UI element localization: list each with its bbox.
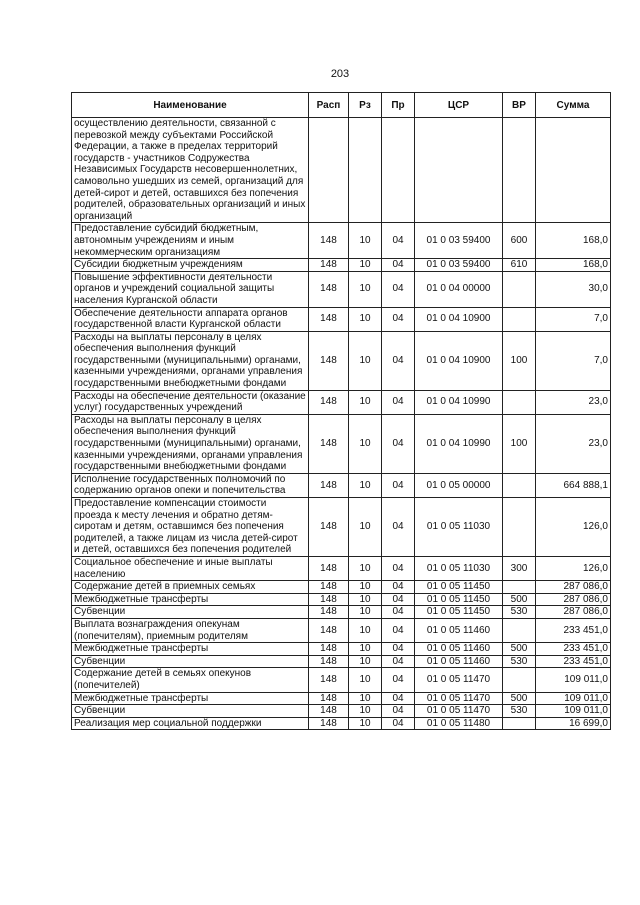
cell-name: Содержание детей в семьях опекунов (попечителей) — [72, 668, 309, 692]
cell-sum: 109 011,0 — [536, 705, 611, 718]
cell-pr: 04 — [382, 307, 415, 331]
cell-rasp: 148 — [309, 705, 349, 718]
cell-vr — [503, 118, 536, 223]
cell-csr: 01 0 05 11470 — [415, 668, 503, 692]
cell-sum: 126,0 — [536, 498, 611, 557]
cell-rz: 10 — [349, 390, 382, 414]
cell-pr: 04 — [382, 593, 415, 606]
cell-name: Содержание детей в приемных семьях — [72, 581, 309, 594]
table-row — [72, 668, 611, 692]
table-row — [72, 271, 611, 307]
table-row — [72, 331, 611, 390]
cell-rz: 10 — [349, 498, 382, 557]
cell-vr — [503, 307, 536, 331]
cell-name: Субсидии бюджетным учреждениям — [72, 259, 309, 272]
cell-rasp: 148 — [309, 223, 349, 259]
cell-csr: 01 0 04 00000 — [415, 271, 503, 307]
cell-rasp: 148 — [309, 593, 349, 606]
cell-name: Субвенции — [72, 705, 309, 718]
cell-name: Обеспечение деятельности аппарата органов государственной власти Курганской области — [72, 307, 309, 331]
cell-vr — [503, 498, 536, 557]
cell-pr: 04 — [382, 473, 415, 497]
cell-pr: 04 — [382, 414, 415, 473]
cell-name: Реализация мер социальной поддержки — [72, 717, 309, 730]
table-row — [72, 498, 611, 557]
table-row — [72, 223, 611, 259]
table-row — [72, 118, 611, 223]
cell-rasp: 148 — [309, 498, 349, 557]
cell-pr: 04 — [382, 692, 415, 705]
cell-pr: 04 — [382, 556, 415, 580]
cell-csr — [415, 118, 503, 223]
cell-vr: 100 — [503, 414, 536, 473]
header-rz: Рз — [349, 93, 382, 118]
cell-vr: 300 — [503, 556, 536, 580]
cell-rasp: 148 — [309, 618, 349, 642]
cell-vr: 500 — [503, 692, 536, 705]
cell-name: Расходы на выплаты персоналу в целях обеспечения выполнения функций государственными (муниципальными) органами, казенными учреждениями, органами управления государственными внебюджетными фондами — [72, 331, 309, 390]
cell-pr: 04 — [382, 331, 415, 390]
cell-rz: 10 — [349, 307, 382, 331]
table-row — [72, 473, 611, 497]
cell-rz: 10 — [349, 705, 382, 718]
cell-name: Предоставление субсидий бюджетным, автономным учреждениям и иным некоммерческим организациям — [72, 223, 309, 259]
cell-rz: 10 — [349, 593, 382, 606]
cell-rz: 10 — [349, 259, 382, 272]
table-row — [72, 606, 611, 619]
cell-rasp: 148 — [309, 271, 349, 307]
cell-csr: 01 0 05 11030 — [415, 498, 503, 557]
cell-name: Расходы на обеспечение деятельности (оказание услуг) государственных учреждений — [72, 390, 309, 414]
header-pr: Пр — [382, 93, 415, 118]
cell-vr — [503, 717, 536, 730]
cell-sum: 7,0 — [536, 307, 611, 331]
cell-sum: 233 451,0 — [536, 643, 611, 656]
cell-pr: 04 — [382, 717, 415, 730]
cell-rz: 10 — [349, 643, 382, 656]
cell-csr: 01 0 04 10990 — [415, 390, 503, 414]
cell-vr: 500 — [503, 643, 536, 656]
cell-name: Субвенции — [72, 606, 309, 619]
cell-name: Межбюджетные трансферты — [72, 643, 309, 656]
cell-csr: 01 0 05 11450 — [415, 606, 503, 619]
header-row — [72, 93, 611, 118]
cell-pr: 04 — [382, 259, 415, 272]
table-row — [72, 643, 611, 656]
table-row — [72, 717, 611, 730]
cell-name: Субвенции — [72, 655, 309, 668]
cell-vr: 610 — [503, 259, 536, 272]
cell-vr: 530 — [503, 606, 536, 619]
cell-csr: 01 0 05 11460 — [415, 643, 503, 656]
table-row — [72, 556, 611, 580]
cell-sum: 109 011,0 — [536, 692, 611, 705]
cell-csr: 01 0 05 11470 — [415, 705, 503, 718]
cell-name: Социальное обеспечение и иные выплаты населению — [72, 556, 309, 580]
cell-pr: 04 — [382, 668, 415, 692]
header-rasp: Расп — [309, 93, 349, 118]
table-row — [72, 705, 611, 718]
cell-rasp: 148 — [309, 390, 349, 414]
cell-vr: 530 — [503, 655, 536, 668]
cell-csr: 01 0 05 11460 — [415, 618, 503, 642]
cell-vr — [503, 390, 536, 414]
cell-rasp: 148 — [309, 692, 349, 705]
cell-pr: 04 — [382, 618, 415, 642]
cell-rasp: 148 — [309, 331, 349, 390]
header-csr: ЦСР — [415, 93, 503, 118]
cell-pr: 04 — [382, 390, 415, 414]
budget-table — [71, 92, 611, 730]
cell-csr: 01 0 03 59400 — [415, 223, 503, 259]
table-row — [72, 593, 611, 606]
cell-rasp: 148 — [309, 643, 349, 656]
cell-pr: 04 — [382, 223, 415, 259]
cell-csr: 01 0 05 11030 — [415, 556, 503, 580]
cell-rz: 10 — [349, 618, 382, 642]
cell-rz: 10 — [349, 668, 382, 692]
cell-name: Повышение эффективности деятельности органов и учреждений социальной защиты населения Курганской области — [72, 271, 309, 307]
table-row — [72, 618, 611, 642]
cell-rz: 10 — [349, 717, 382, 730]
cell-sum: 233 451,0 — [536, 655, 611, 668]
cell-pr: 04 — [382, 581, 415, 594]
cell-sum: 7,0 — [536, 331, 611, 390]
cell-vr: 100 — [503, 331, 536, 390]
cell-csr: 01 0 05 11480 — [415, 717, 503, 730]
cell-csr: 01 0 03 59400 — [415, 259, 503, 272]
cell-sum: 168,0 — [536, 223, 611, 259]
cell-rz: 10 — [349, 692, 382, 705]
cell-rasp: 148 — [309, 259, 349, 272]
cell-name: Расходы на выплаты персоналу в целях обеспечения выполнения функций государственными (муниципальными) органами, казенными учреждениями, органами управления государственными внебюджетными фондами — [72, 414, 309, 473]
cell-csr: 01 0 05 00000 — [415, 473, 503, 497]
cell-pr — [382, 118, 415, 223]
cell-vr — [503, 581, 536, 594]
cell-rz: 10 — [349, 414, 382, 473]
cell-name: осуществлению деятельности, связанной с перевозкой между субъектами Российской Федерации, а также в пределах территорий государств - участников Содружества Независимых Государств несовершеннолетних, самовольно ушедших из семей, организаций для детей-сирот и детей, оставшихся без попечения родителей, образовательных организаций и иных организаций — [72, 118, 309, 223]
cell-csr: 01 0 04 10990 — [415, 414, 503, 473]
cell-csr: 01 0 05 11470 — [415, 692, 503, 705]
cell-csr: 01 0 05 11460 — [415, 655, 503, 668]
header-vr: ВР — [503, 93, 536, 118]
cell-name: Предоставление компенсации стоимости проезда к месту лечения и обратно детям-сиротам и детям, оставшимся без попечения родителей, а также лицам из числа детей-сирот и детей, оставшихся без попечения родителей — [72, 498, 309, 557]
cell-pr: 04 — [382, 655, 415, 668]
header-name: Наименование — [72, 93, 309, 118]
header-sum: Сумма — [536, 93, 611, 118]
cell-rasp: 148 — [309, 556, 349, 580]
cell-rasp: 148 — [309, 606, 349, 619]
cell-rz: 10 — [349, 556, 382, 580]
cell-sum: 109 011,0 — [536, 668, 611, 692]
cell-rasp: 148 — [309, 668, 349, 692]
table-row — [72, 692, 611, 705]
cell-csr: 01 0 04 10900 — [415, 331, 503, 390]
cell-rz: 10 — [349, 606, 382, 619]
cell-vr — [503, 668, 536, 692]
cell-rasp: 148 — [309, 473, 349, 497]
cell-csr: 01 0 05 11450 — [415, 581, 503, 594]
cell-rz: 10 — [349, 473, 382, 497]
cell-pr: 04 — [382, 705, 415, 718]
cell-csr: 01 0 04 10900 — [415, 307, 503, 331]
cell-pr: 04 — [382, 606, 415, 619]
cell-rz: 10 — [349, 581, 382, 594]
cell-name: Межбюджетные трансферты — [72, 593, 309, 606]
cell-sum: 233 451,0 — [536, 618, 611, 642]
cell-name: Выплата вознаграждения опекунам (попечителям), приемным родителям — [72, 618, 309, 642]
cell-vr: 530 — [503, 705, 536, 718]
table-row — [72, 307, 611, 331]
cell-sum: 287 086,0 — [536, 593, 611, 606]
cell-vr — [503, 473, 536, 497]
cell-rz: 10 — [349, 331, 382, 390]
cell-sum: 287 086,0 — [536, 581, 611, 594]
cell-sum: 664 888,1 — [536, 473, 611, 497]
cell-name: Межбюджетные трансферты — [72, 692, 309, 705]
cell-vr — [503, 618, 536, 642]
cell-sum — [536, 118, 611, 223]
table-row — [72, 655, 611, 668]
cell-rasp: 148 — [309, 655, 349, 668]
table-row — [72, 390, 611, 414]
cell-sum: 23,0 — [536, 390, 611, 414]
cell-pr: 04 — [382, 643, 415, 656]
cell-rz: 10 — [349, 223, 382, 259]
cell-vr — [503, 271, 536, 307]
table-row — [72, 581, 611, 594]
cell-pr: 04 — [382, 271, 415, 307]
cell-rasp: 148 — [309, 307, 349, 331]
cell-sum: 16 699,0 — [536, 717, 611, 730]
cell-rz — [349, 118, 382, 223]
cell-name: Исполнение государственных полномочий по содержанию органов опеки и попечительства — [72, 473, 309, 497]
cell-pr: 04 — [382, 498, 415, 557]
page-number: 203 — [330, 68, 350, 80]
cell-rz: 10 — [349, 655, 382, 668]
cell-rasp: 148 — [309, 581, 349, 594]
table-row — [72, 414, 611, 473]
cell-rasp — [309, 118, 349, 223]
cell-sum: 23,0 — [536, 414, 611, 473]
cell-csr: 01 0 05 11450 — [415, 593, 503, 606]
cell-sum: 30,0 — [536, 271, 611, 307]
cell-rz: 10 — [349, 271, 382, 307]
cell-vr: 500 — [503, 593, 536, 606]
cell-rasp: 148 — [309, 414, 349, 473]
cell-vr: 600 — [503, 223, 536, 259]
cell-sum: 287 086,0 — [536, 606, 611, 619]
cell-rasp: 148 — [309, 717, 349, 730]
table-row — [72, 259, 611, 272]
cell-sum: 126,0 — [536, 556, 611, 580]
cell-sum: 168,0 — [536, 259, 611, 272]
